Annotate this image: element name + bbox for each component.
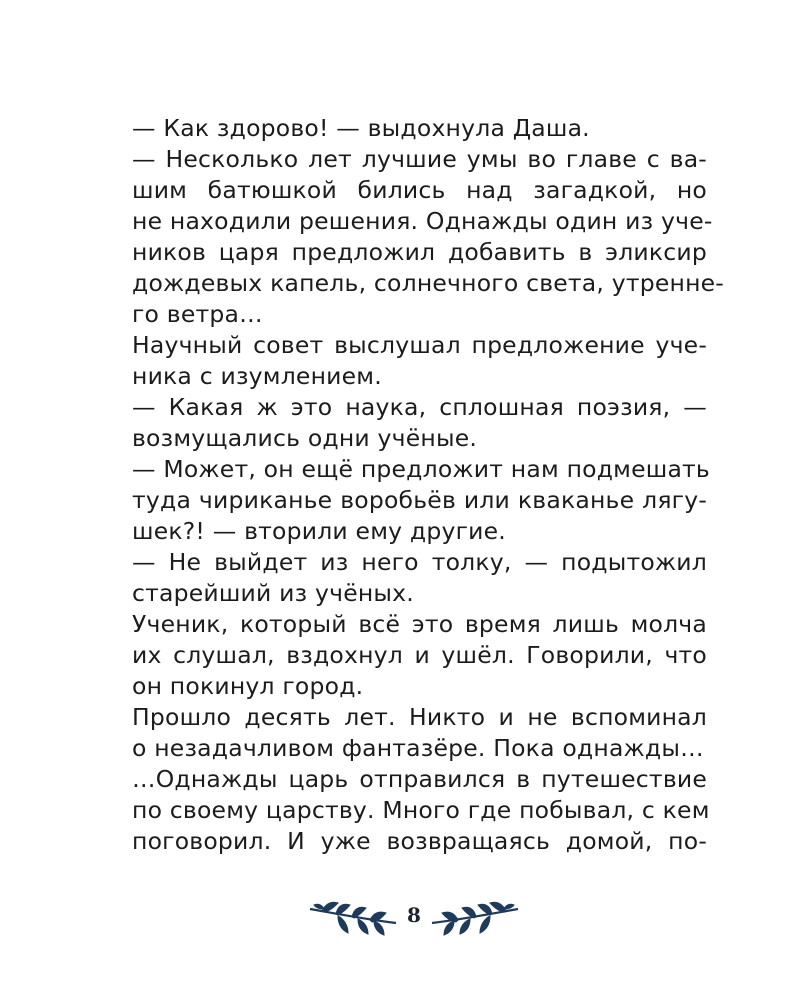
text-line: Ученик, который всё это время лишь молча — [132, 610, 707, 638]
leaf-branch-icon — [428, 897, 520, 937]
text-line: го ветра… — [132, 300, 263, 328]
text-line: шек?! — вторили ему другие. — [132, 517, 506, 545]
text-line: о незадачливом фантазёре. Пока однажды… — [132, 734, 704, 762]
text-line: поговорил. И уже возвращаясь домой, по- — [132, 827, 707, 855]
text-line: — Как здорово! — выдохнула Даша. — [132, 114, 590, 142]
text-line: возмущались одни учёные. — [132, 424, 478, 452]
text-line: туда чириканье воробьёв или кваканье лягу- — [132, 486, 707, 514]
page-number: 8 — [407, 903, 421, 927]
text-line: …Однажды царь отправился в путешествие — [132, 765, 707, 793]
text-line: шим батюшкой бились над загадкой, но — [132, 176, 707, 204]
text-line: старейший из учёных. — [132, 579, 414, 607]
text-line: — Несколько лет лучшие умы во главе с ва- — [132, 145, 707, 173]
text-line: он покинул город. — [132, 672, 364, 700]
text-line: ников царя предложил добавить в эликсир — [132, 238, 707, 266]
text-line: Научный совет выслушал предложение уче- — [132, 331, 707, 359]
text-line: — Может, он ещё предложит нам подмешать — [132, 455, 710, 483]
text-line: по своему царству. Много где побывал, с кем — [132, 796, 710, 824]
page-footer — [0, 895, 800, 945]
body-text — [132, 113, 724, 857]
leaf-branch-icon — [308, 897, 400, 937]
text-line: ника с изумлением. — [132, 362, 382, 390]
text-line: их слушал, вздохнул и ушёл. Говорили, что — [132, 641, 707, 669]
text-line: дождевых капель, солнечного света, утренне- — [132, 269, 724, 297]
text-line: — Какая ж это наука, сплошная поэзия, — — [132, 393, 707, 421]
text-line: — Не выйдет из него толку, — подытожил — [132, 548, 707, 576]
text-line: не находили решения. Однажды один из уче- — [132, 207, 713, 235]
text-line: Прошло десять лет. Никто и не вспоминал — [132, 703, 707, 731]
